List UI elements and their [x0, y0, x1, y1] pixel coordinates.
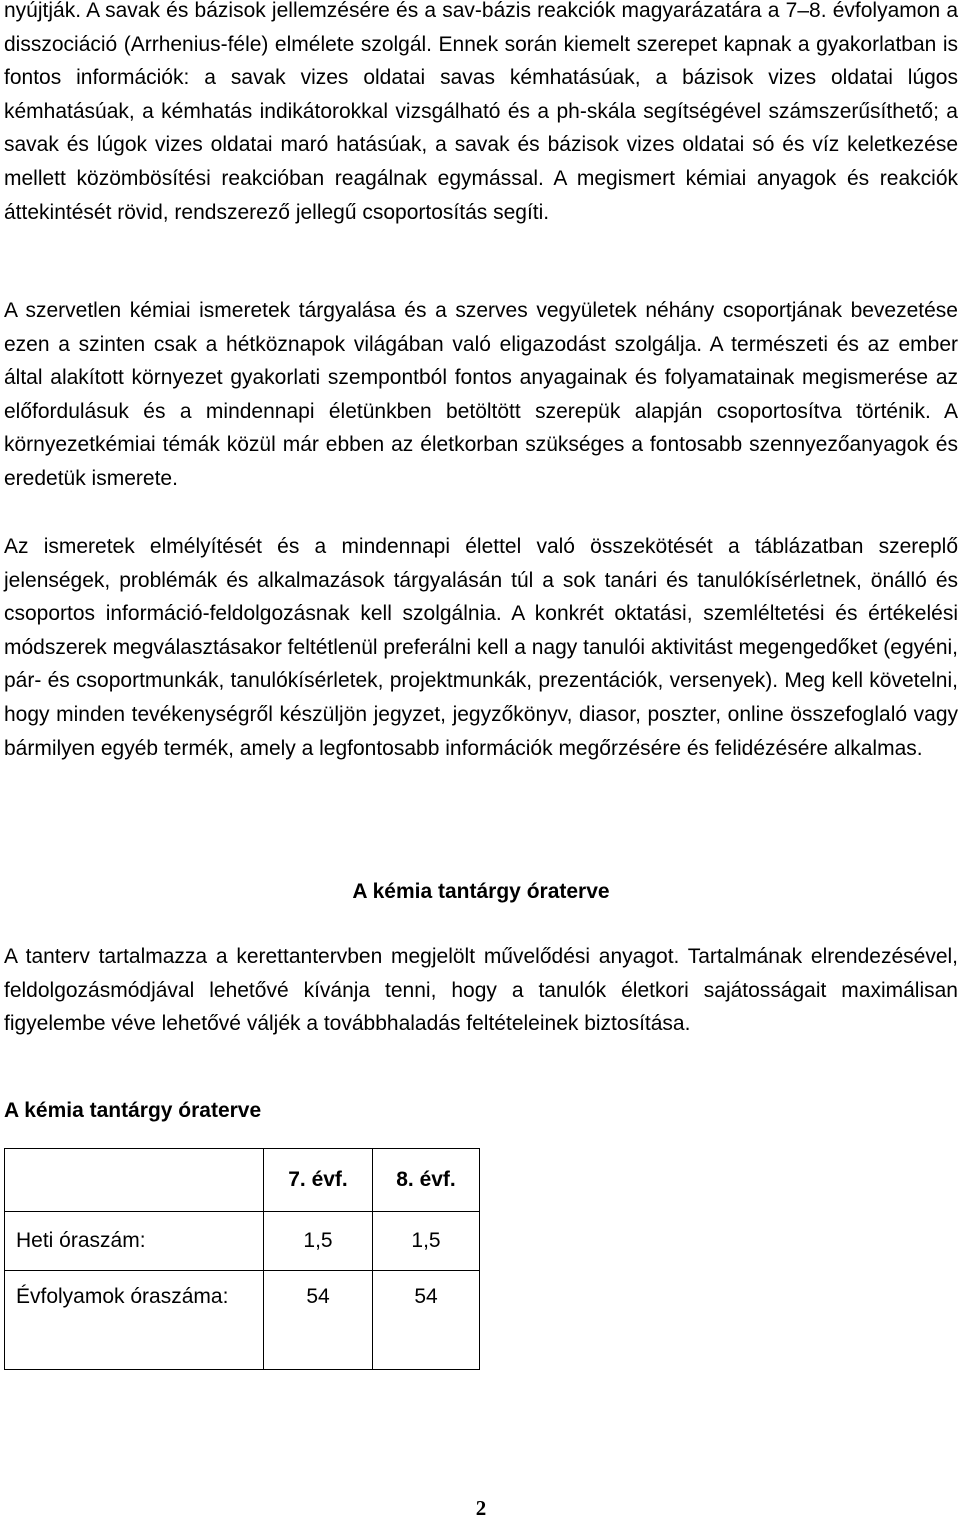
- table-title: A kémia tantárgy óraterve: [4, 1099, 262, 1122]
- table-cell: 1,5: [264, 1212, 373, 1271]
- table-cell-label: Heti óraszám:: [5, 1212, 264, 1271]
- table-header-cell: 8. évf.: [373, 1149, 480, 1212]
- paragraph-acids-bases: nyújtják. A savak és bázisok jellemzésére és a sav-bázis reakciók magyarázatára a 7–8. évfolyamon a disszociáció (Arrhenius-féle) elmélete szolgál. Ennek során kiemelt szerepet kapnak a gyakorlatban is fontos információk: a savak vizes oldatai savas kémhatásúak, a bázisok vizes oldatai lúgos kémhatásúak, a kémhatás indikátorokkal vizsgálható és a ph-skála segítségével számszerűsíthető; a savak és lúgok vizes oldatai maró hatásúak, a savak és bázisok vizes oldatai só és víz keletkezése mellett közömbösítési reakcióban reagálnak egymással. A megismert kémiai anyagok és reakciók áttekintését rövid, rendszerező jellegű csoportosítás segíti.: [4, 0, 958, 224]
- table-header-cell: 7. évf.: [264, 1149, 373, 1212]
- table-header-cell: [5, 1149, 264, 1212]
- table-cell: 54: [373, 1271, 480, 1370]
- table-cell: 1,5: [373, 1212, 480, 1271]
- table-cell-label: Évfolyamok óraszáma:: [5, 1271, 264, 1370]
- page-number: 2: [475, 1496, 487, 1520]
- paragraph-methods: Az ismeretek elmélyítését és a mindennapi élettel való összekötését a táblázatban szereplő jelenségek, problémák és alkalmazások tárgyalásán túl a sok tanári és tanulókísérletnek, önálló és csoportos információ-feldolgozásnak kell szolgálnia. A konkrét oktatási, szemléltetési és értékelési módszerek megválasztásakor feltétlenül preferálni kell a nagy tanulói aktivitást megengedőket (egyéni, pár- és csoportmunkák, tanulókísérletek, projektmunkák, prezentációk, versenyek). Meg kell követelni, hogy minden tevékenységről készüljön jegyzet, jegyzőkönyv, diasor, poszter, online összefoglaló vagy bármilyen egyéb termék, amely a legfontosabb információk megőrzésére és felidézésére alkalmas.: [4, 535, 958, 760]
- hours-table: [4, 1148, 480, 1370]
- paragraph-curriculum: A tanterv tartalmazza a kerettantervben megjelölt művelődési anyagot. Tartalmának elrendezésével, feldolgozásmódjával lehetővé kívánja tenni, hogy a tanulók életkori sajátosságait maximálisan figyelembe véve lehetővé váljék a továbbhaladás feltételeinek biztosítása.: [4, 945, 958, 1036]
- section-title: A kémia tantárgy óraterve: [352, 880, 610, 903]
- table-row: [5, 1212, 480, 1271]
- table-cell: 54: [264, 1271, 373, 1370]
- table-header-row: [5, 1149, 480, 1212]
- paragraph-inorganic-organic: A szervetlen kémiai ismeretek tárgyalása és a szerves vegyületek néhány csoportjának bevezetése ezen a szinten csak a hétköznapok világában való eligazodást szolgálja. A természeti és az ember által alakított környezet gyakorlati szempontból fontos anyagainak és folyamatainak megismerése az előfordulásuk és a mindennapi életünkben betöltött szerepük alapján csoportosítva történik. A környezetkémiai témák közül már ebben az életkorban szükséges a fontosabb szennyezőanyagok és eredetük ismerete.: [4, 299, 958, 490]
- table-row: [5, 1271, 480, 1370]
